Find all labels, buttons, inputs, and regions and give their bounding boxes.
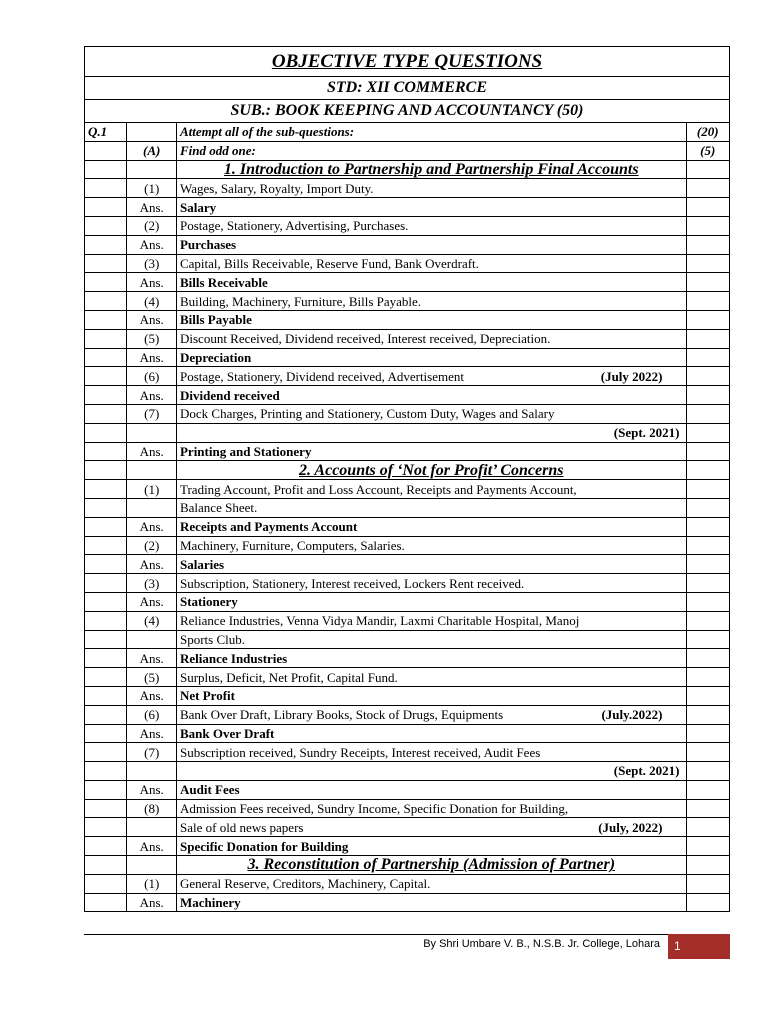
- answer-text: Salary: [176, 198, 686, 217]
- item-number: (7): [127, 404, 177, 423]
- answer-text: Reliance Industries: [176, 649, 686, 668]
- table-row: [85, 442, 730, 461]
- table-row: [85, 724, 730, 743]
- answer-text: Purchases: [176, 235, 686, 254]
- table-row: [85, 386, 730, 405]
- answer-label: Ans.: [127, 235, 177, 254]
- document: [84, 46, 730, 912]
- exam-tag: (July 2022): [600, 368, 663, 384]
- table-row: [85, 762, 730, 781]
- table-row: [85, 367, 730, 386]
- table-row: [85, 837, 730, 856]
- table-row: [85, 216, 730, 235]
- table-row: [85, 254, 730, 273]
- answer-text: Stationery: [176, 592, 686, 611]
- table-row: [85, 498, 730, 517]
- table-row: [85, 574, 730, 593]
- table-row: [85, 780, 730, 799]
- item-number: (6): [127, 705, 177, 724]
- subquestion-instruction: Find odd one:: [176, 141, 686, 160]
- question-text: Postage, Stationery, Dividend received, Advertisement: [179, 368, 464, 384]
- answer-text: Salaries: [176, 555, 686, 574]
- question-text: Reliance Industries, Venna Vidya Mandir, Laxmi Charitable Hospital, Manoj: [176, 611, 686, 630]
- item-number: (2): [127, 216, 177, 235]
- answer-text: Bills Payable: [176, 310, 686, 329]
- answer-text: Specific Donation for Building: [176, 837, 686, 856]
- question-number: Q.1: [85, 123, 127, 142]
- answer-text: Receipts and Payments Account: [176, 517, 686, 536]
- table-row: [85, 799, 730, 818]
- table-row: [85, 235, 730, 254]
- question-text: Machinery, Furniture, Computers, Salaries.: [176, 536, 686, 555]
- question-text: Subscription received, Sundry Receipts, Interest received, Audit Fees: [176, 743, 686, 762]
- table-row: [85, 536, 730, 555]
- question-text: Surplus, Deficit, Net Profit, Capital Fund.: [176, 668, 686, 687]
- table-row: [85, 348, 730, 367]
- table-row: [85, 461, 730, 480]
- exam-tag: (July.2022): [601, 707, 663, 723]
- item-number: (1): [127, 480, 177, 499]
- answer-label: Ans.: [127, 780, 177, 799]
- item-number: (2): [127, 536, 177, 555]
- answer-text: Depreciation: [176, 348, 686, 367]
- table-row: [85, 743, 730, 762]
- answer-label: Ans.: [127, 893, 177, 912]
- table-row: [85, 611, 730, 630]
- section-title: 1. Introduction to Partnership and Partnership Final Accounts: [176, 160, 686, 179]
- answer-label: Ans.: [127, 386, 177, 405]
- std-heading: STD: XII COMMERCE: [84, 76, 730, 99]
- question-text: Wages, Salary, Royalty, Import Duty.: [176, 179, 686, 198]
- answer-label: Ans.: [127, 555, 177, 574]
- item-number: (6): [127, 367, 177, 386]
- item-number: (1): [127, 874, 177, 893]
- item-number: (1): [127, 179, 177, 198]
- table-row: [85, 649, 730, 668]
- answer-text: Printing and Stationery: [176, 442, 686, 461]
- table-row: [85, 141, 730, 160]
- table-row: [85, 686, 730, 705]
- item-number: (3): [127, 254, 177, 273]
- question-instruction: Attempt all of the sub-questions:: [176, 123, 686, 142]
- table-row: [85, 329, 730, 348]
- question-text: Admission Fees received, Sundry Income, Specific Donation for Building,: [176, 799, 686, 818]
- question-text: Trading Account, Profit and Loss Account, Receipts and Payments Account,: [176, 480, 686, 499]
- answer-text: Audit Fees: [176, 780, 686, 799]
- table-row: [85, 160, 730, 179]
- table-row: [85, 555, 730, 574]
- item-number: (7): [127, 743, 177, 762]
- question-text: Sale of old news papers: [179, 819, 304, 835]
- exam-tag: (Sept. 2021): [176, 762, 686, 781]
- table-row: [85, 198, 730, 217]
- question-text: Sports Club.: [176, 630, 686, 649]
- page-number: 1: [668, 934, 730, 959]
- table-row: [85, 705, 730, 724]
- subject-heading: SUB.: BOOK KEEPING AND ACCOUNTANCY (50): [84, 99, 730, 122]
- answer-label: Ans.: [127, 273, 177, 292]
- question-text: Balance Sheet.: [176, 498, 686, 517]
- answer-label: Ans.: [127, 724, 177, 743]
- question-text: Dock Charges, Printing and Stationery, Custom Duty, Wages and Salary: [176, 404, 686, 423]
- question-text: General Reserve, Creditors, Machinery, Capital.: [176, 874, 686, 893]
- question-text: Discount Received, Dividend received, Interest received, Depreciation.: [176, 329, 686, 348]
- item-number: (5): [127, 329, 177, 348]
- table-row: [85, 310, 730, 329]
- subquestion-label: (A): [127, 141, 177, 160]
- exam-tag: (July, 2022): [598, 819, 663, 835]
- exam-tag: (Sept. 2021): [176, 423, 686, 442]
- question-text: Subscription, Stationery, Interest received, Lockers Rent received.: [176, 574, 686, 593]
- answer-label: Ans.: [127, 310, 177, 329]
- question-text: Postage, Stationery, Advertising, Purchases.: [176, 216, 686, 235]
- answer-text: Dividend received: [176, 386, 686, 405]
- section-title: 2. Accounts of ‘Not for Profit’ Concerns: [176, 461, 686, 480]
- answer-label: Ans.: [127, 442, 177, 461]
- item-number: (3): [127, 574, 177, 593]
- table-row: [85, 874, 730, 893]
- subquestion-marks: (5): [686, 141, 730, 160]
- question-text: Capital, Bills Receivable, Reserve Fund, Bank Overdraft.: [176, 254, 686, 273]
- answer-label: Ans.: [127, 348, 177, 367]
- table-row: [85, 480, 730, 499]
- question-table: [84, 122, 730, 912]
- footer-credit: By Shri Umbare V. B., N.S.B. Jr. College, Lohara: [423, 938, 660, 950]
- table-row: [85, 818, 730, 837]
- item-number: (8): [127, 799, 177, 818]
- question-text: Bank Over Draft, Library Books, Stock of Drugs, Equipments: [179, 707, 504, 723]
- answer-label: Ans.: [127, 837, 177, 856]
- item-number: (4): [127, 292, 177, 311]
- table-row: [85, 856, 730, 875]
- answer-label: Ans.: [127, 198, 177, 217]
- table-row: [85, 123, 730, 142]
- item-number: (5): [127, 668, 177, 687]
- answer-label: Ans.: [127, 649, 177, 668]
- answer-label: Ans.: [127, 517, 177, 536]
- table-row: [85, 292, 730, 311]
- table-row: [85, 273, 730, 292]
- answer-text: Bank Over Draft: [176, 724, 686, 743]
- answer-label: Ans.: [127, 686, 177, 705]
- answer-text: Bills Receivable: [176, 273, 686, 292]
- answer-text: Net Profit: [176, 686, 686, 705]
- item-number: (4): [127, 611, 177, 630]
- table-row: [85, 630, 730, 649]
- question-marks: (20): [686, 123, 730, 142]
- table-row: [85, 893, 730, 912]
- table-row: [85, 517, 730, 536]
- answer-label: Ans.: [127, 592, 177, 611]
- question-text: Building, Machinery, Furniture, Bills Payable.: [176, 292, 686, 311]
- footer-divider: [84, 934, 730, 935]
- table-row: [85, 179, 730, 198]
- table-row: [85, 668, 730, 687]
- table-row: [85, 404, 730, 423]
- answer-text: Machinery: [176, 893, 686, 912]
- section-title: 3. Reconstitution of Partnership (Admission of Partner): [176, 856, 686, 875]
- table-row: [85, 423, 730, 442]
- table-row: [85, 592, 730, 611]
- page-title: OBJECTIVE TYPE QUESTIONS: [84, 46, 730, 76]
